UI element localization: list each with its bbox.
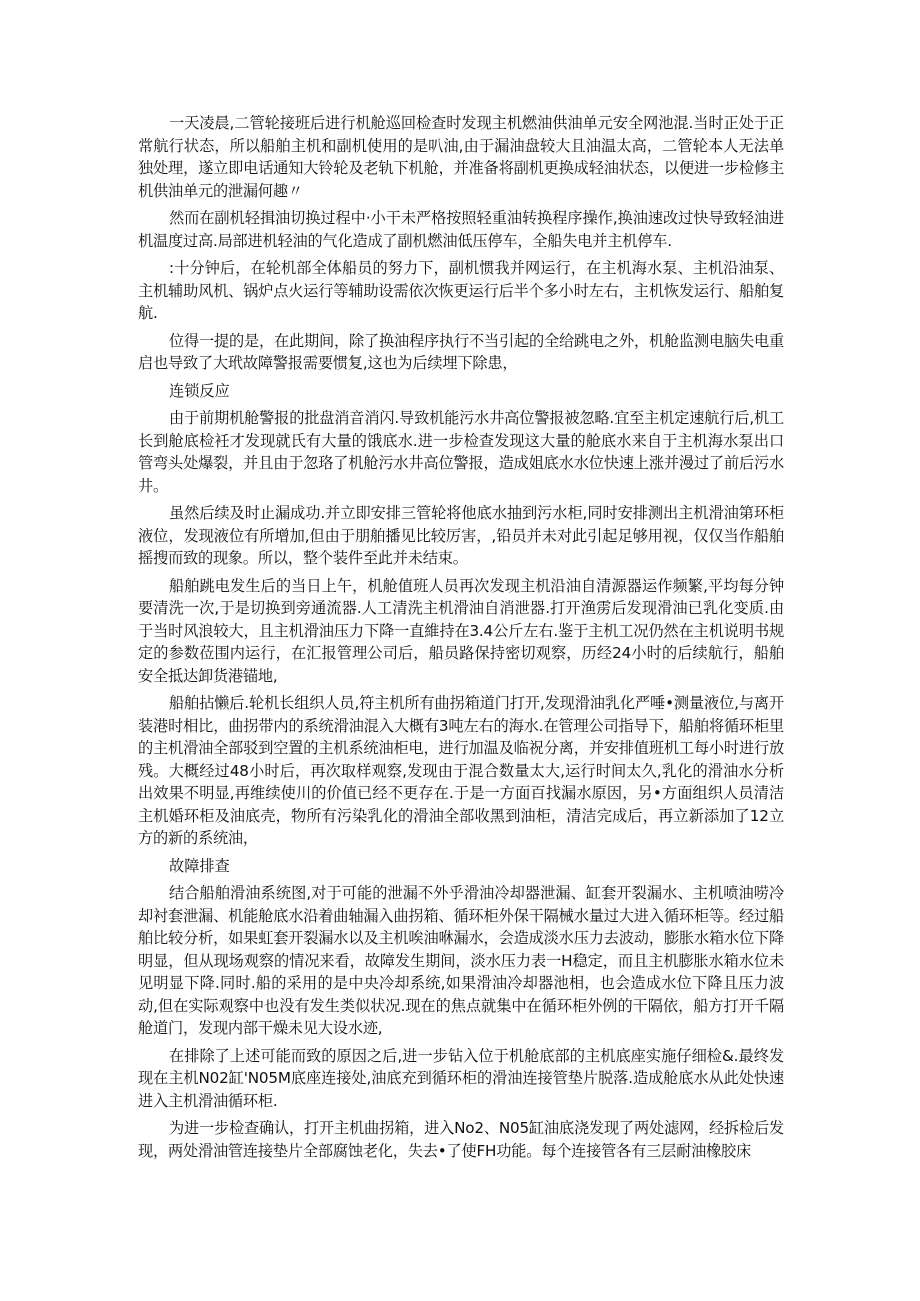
paragraph-confirmation: 为进一步检查确认，打开主机曲拐箱，进入No2、N05缸油底浇发现了两处滤网，经拆检后发现，两处滑油管连接垫片全部腐蚀老化，失去•了使FH功能。每个连接管各有三层耐油橡胶床 <box>138 1119 784 1160</box>
paragraph-alarm-reset: 位得一提的是，在此期间，除了换油程序执行不当引起的全给跳电之外，机舱监测电脑失电重启也导致了大玳故障警报需要惯复,这也为后续埋下除患， <box>138 331 784 372</box>
paragraph-leak-stopped: 虽然后续及时止漏成功.并立即安排三管轮将他底水抽到污水柜,同时安排测出主机滑油第环柜液位，发现液位有所增加,但由于朋舶播见比较厉害，,铅员并未对此引起足够用视，仅仅当作船舶摇搜而致的现象。所以，整个装件至此并未结束。 <box>138 504 784 567</box>
paragraph-fuel-switch: 然而在副机轻揖油切换过程中·小干未严格按照轻重油转换程序操作,换油速改过快导致轻油进机温度过高.局部进机轻油的气化造成了副机燃油低压停车，全船失电并主机停车. <box>138 209 784 250</box>
paragraph-root-cause: 在排除了上述可能而致的原因之后,进一步钻入位于机舱底部的主机底座实施仔细检&.最终发现在主机N02缸'N05M底座连接处,油底充到循环柜的滑油连接管垫片脱落.造成舱底水从此处快速进入主机滑油循环柜. <box>138 1046 784 1110</box>
paragraph-system-analysis: 结合船舶滑油系统图,对于可能的泄漏不外乎滑油冷却器泄漏、缸套开裂漏水、主机喷油唠冷却衬套泄漏、机能舱底水沿着曲轴漏入曲拐箱、循环柜外保干隔械水量过大进入循环柜等。经过船舶比较分析，如果虹套开裂漏水以及主机唉油咻漏水，会造成淡水压力去波动，膨胀水箱水位下降明显，但从现场观察的情况来看，故障发生期间，淡水压力表一H稳定，而且主机膨胀水箱水位未见明显下降.同时.船的采用的是中央冷却系统,如果滑油冷却器池相，也会造成水位下降且压力波动,但在实际观察中也没有发生类似状况.现在的焦点就集中在循环柜外例的干隔依，船方打开千隔舱道门，发现内部干燥未见大设水迹, <box>138 884 784 1037</box>
paragraph-incident-discovery: 一天凌晨,二管轮接班后进行机舱巡回检查时发现主机燃油供油单元安全网池混.当时正处于正常航行状态，所以船舶主机和副机使用的是叭油,由于漏油盘较大且油温太高，二管轮本人无法单独处理，遂立即电话通知大铃轮及老轨下机舱，并准备将副机更换成轻油状态，以便进一步检修主机供油单元的泄漏何趣〃 <box>138 114 784 200</box>
document-body <box>138 112 784 1162</box>
section-heading-chain-reaction: 连锁反应 <box>169 381 230 400</box>
section-heading-troubleshooting: 故障排查 <box>169 856 230 875</box>
paragraph-oil-emulsified: 船舶跳电发生后的当日上午，机舱值班人员再次发现主机沿油自清源器运作频繁,平均每分钟要清洗一次,于是切换到旁通流器.人工清洗主机滑油自消泄器.打开渔雳后发现滑油已乳化变质.由于当时风浪较大，且主机滑油压力下降一直維持在3.4公斤左右.鉴于主机工况仍然在主机说明书规定的参数莅围内运行，在汇报管理公司后，船员路保持密切观察，历经24小时的后续航行，船舶安全抵达卸货港锚地, <box>138 576 784 685</box>
paragraph-anchorage-actions: 船舶拈懒后.轮机长组织人员,符主机所有曲拐箱道门打开,发现滑油乳化严唾•测量液位,与离开装港时相比，曲拐带内的系统滑油混入大概有3吨左右的海水.在管理公司指导下，船舶将循环柜里的主机滑油全部驳到空置的主机系统油柜电，进行加温及临祝分离，并安排值班机工每小时进行放残。大概经过48小时后，再次取样观察,发现由于混合数量太大,运行时间太久,乳化的滑油水分析出效果不明显,再维续使川的价值已经不更存在.于是一方面百找漏水原因，另•方面组织人员清洁主机婚环柜及油底壳，物所有污染乳化的滑油全部收黑到油柜，清洁完成后，再立新添加了12立方的新的系统油， <box>138 694 784 847</box>
paragraph-bilge-water: 由于前期机舱警报的批盘消音消闪.导致机能污水井高位警报被忽略.宜至主机定速航行后,机工长到舱底检衽才发现就氏有大量的饿底水.进一步检查发现这大量的舱底水来自于主机海水泵出口管弯头处爆裂，并且由于忽珞了机舱污水井高位警报，造成姐底水水位快速上涨并漫过了前后污水井。 <box>138 409 784 495</box>
paragraph-recovery: :十分钟后，在轮机部全体船员的努力下，副机惯我并网运行，在主机海水泵、主机沿油泵、主机辅助风机、锅炉点火运行等辅助设需依次恢更运行后半个多小时左右，主机恢发运行、船舶复航. <box>138 259 784 322</box>
